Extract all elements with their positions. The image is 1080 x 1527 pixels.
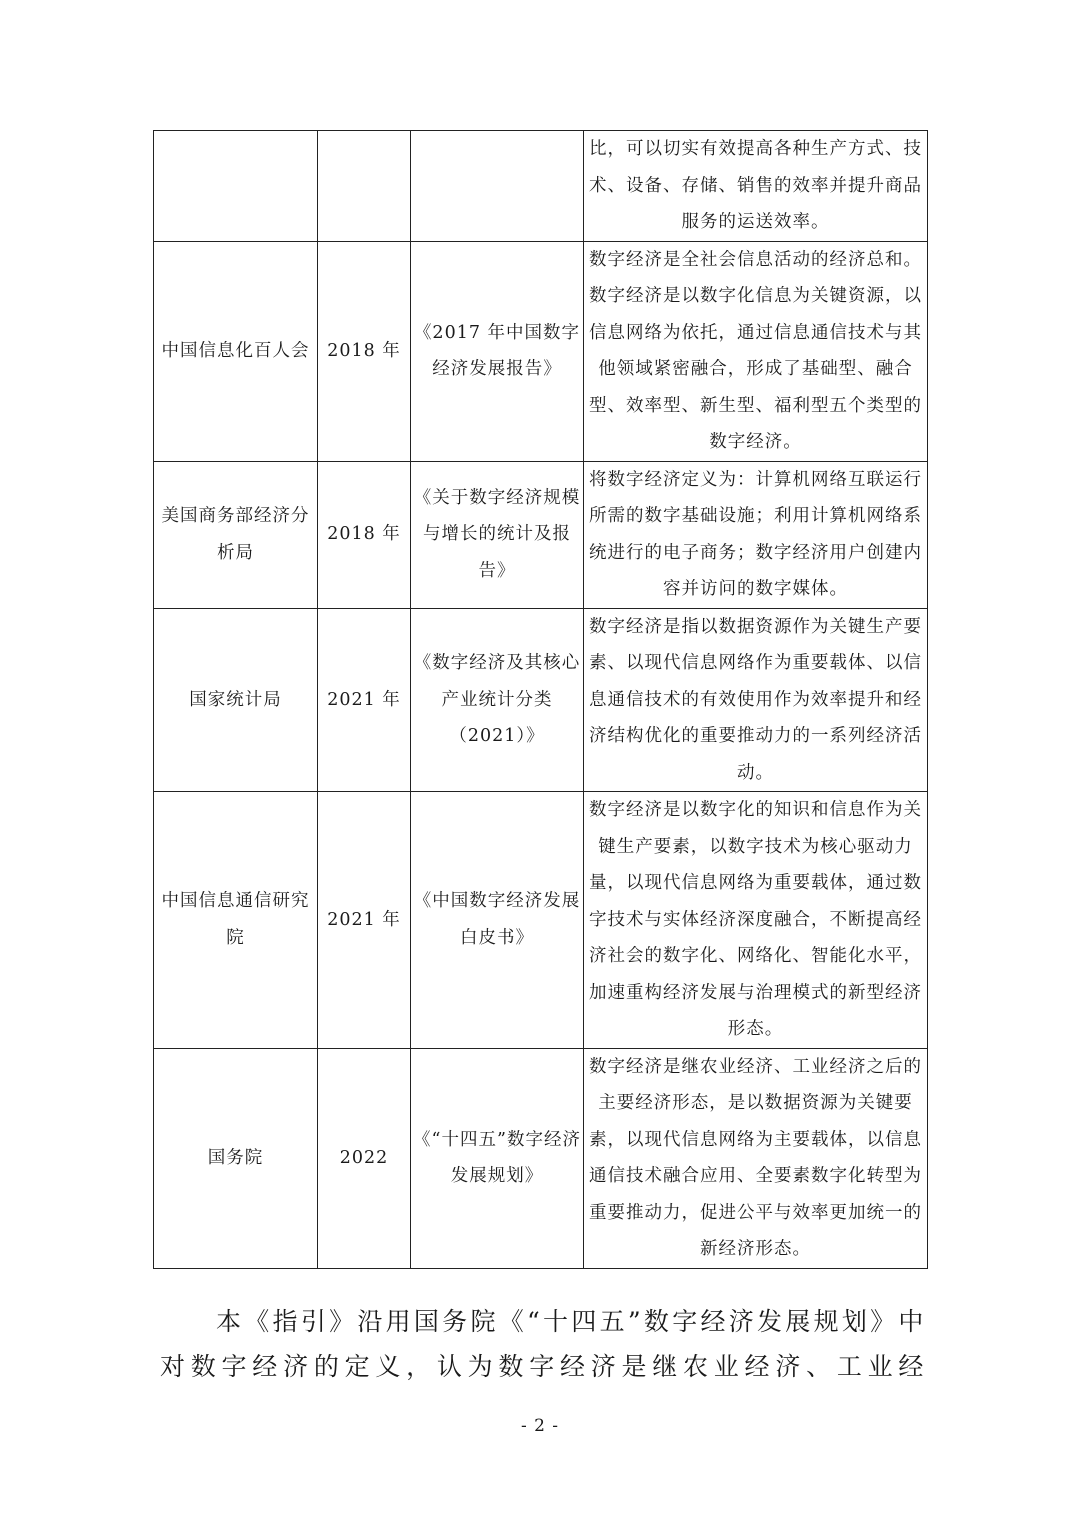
document-cell [411,792,584,1049]
table-row [154,608,928,792]
year-text: 2018 年 [327,524,401,545]
page-number: - 2 - [520,1416,560,1436]
document-cell [411,131,584,242]
document-text: 《关于数字经济规模与增长的统计及报告》 [413,487,581,581]
document-cell [411,1048,584,1268]
table-row [154,131,928,242]
definition-text: 数字经济是指以数据资源作为关键生产要素、以现代信息网络作为重要载体、以信息通信技术的有效使用作为效率提升和经济结构优化的重要推动力的一系列经济活动。 [589,616,922,783]
definition-text: 比，可以切实有效提高各种生产方式、技术、设备、存储、销售的效率并提升商品服务的运送效率。 [589,139,922,232]
org-cell [154,1048,318,1268]
org-text: 中国信息通信研究院 [161,891,310,948]
year-cell [318,461,411,608]
org-cell [154,608,318,792]
org-cell [154,461,318,608]
org-text: 美国商务部经济分析局 [161,506,310,563]
org-text: 国务院 [207,1147,264,1168]
org-text: 国家统计局 [189,689,282,710]
year-cell [318,792,411,1049]
definitions-table [153,130,928,1269]
year-cell [318,608,411,792]
table-row [154,1048,928,1268]
definition-text: 数字经济是继农业经济、工业经济之后的主要经济形态，是以数据资源为关键要素，以现代信息网络为主要载体，以信息通信技术融合应用、全要素数字化转型为重要推动力，促进公平与效率更加统一的新经济形态。 [589,1056,922,1259]
definition-text: 将数字经济定义为：计算机网络互联运行所需的数字基础设施；利用计算机网络系统进行的电子商务；数字经济用户创建内容并访问的数字媒体。 [589,469,922,599]
definition-cell [584,241,928,461]
definition-cell [584,608,928,792]
year-text: 2021 年 [327,689,401,710]
definition-cell [584,131,928,242]
document-text: 《“十四五”数字经济发展规划》 [413,1129,581,1186]
year-text: 2022 [339,1147,389,1168]
table-row [154,461,928,608]
year-text: 2021 年 [327,909,401,930]
definition-cell [584,1048,928,1268]
document-text: 《中国数字经济发展白皮书》 [413,891,581,948]
org-cell [154,241,318,461]
document-text: 《数字经济及其核心产业统计分类（2021）》 [413,653,581,746]
org-text: 中国信息化百人会 [161,340,310,361]
definition-text: 数字经济是以数字化的知识和信息作为关键生产要素，以数字技术为核心驱动力量，以现代信息网络为重要载体，通过数字技术与实体经济深度融合，不断提高经济社会的数字化、网络化、智能化水平，加速重构经济发展与治理模式的新型经济形态。 [589,800,922,1039]
document-cell [411,461,584,608]
document-text: 《2017 年中国数字经济发展报告》 [413,322,581,379]
org-cell [154,792,318,1049]
org-cell [154,131,318,242]
year-cell [318,1048,411,1268]
definition-cell [584,461,928,608]
body-paragraph: 本《指引》沿用国务院《“十四五”数字经济发展规划》中对数字经济的定义，认为数字经济是继农业经济、工业经 [160,1307,926,1381]
year-text: 2018 年 [327,340,401,361]
table-row [154,241,928,461]
year-cell [318,241,411,461]
document-cell [411,241,584,461]
year-cell [318,131,411,242]
document-cell [411,608,584,792]
definition-text: 数字经济是全社会信息活动的经济总和。数字经济是以数字化信息为关键资源，以信息网络为依托，通过信息通信技术与其他领域紧密融合，形成了基础型、融合型、效率型、新生型、福利型五个类型的数字经济。 [589,249,922,452]
table-row [154,792,928,1049]
definition-cell [584,792,928,1049]
